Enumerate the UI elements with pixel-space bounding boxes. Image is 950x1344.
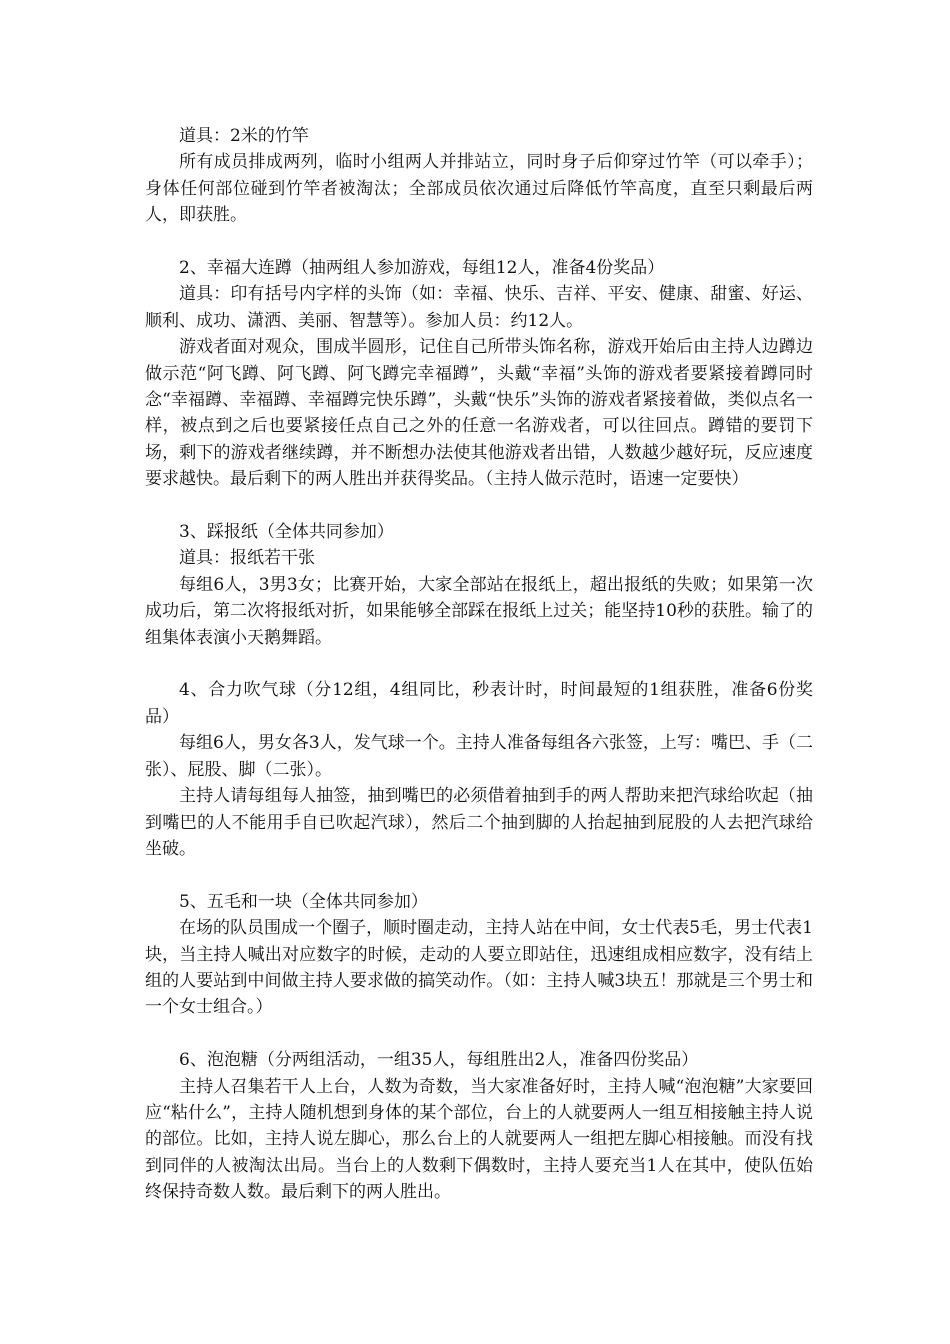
document-body (145, 123, 813, 1206)
section2-body: 游戏者面对观众，围成半圆形，记住自己所带头饰名称，游戏开始后由主持人边蹲边做示范“阿飞蹲、阿飞蹲、阿飞蹲完幸福蹲”，头戴“幸福”头饰的游戏者要紧接着蹲同时念“幸福蹲、幸福蹲、幸福蹲完快乐蹲”，头戴“快乐”头饰的游戏者紧接着做，类似点名一样，被点到之后也要紧接任点自己之外的任意一名游戏者，可以往回点。蹲错的要罚下场，剩下的游戏者继续蹲，并不断想办法使其他游戏者出错，人数越少越好玩，反应速度要求越快。最后剩下的两人胜出并获得奖品。（主持人做示范时，语速一定要快） (145, 337, 813, 490)
section3-title: 3、踩报纸（全体共同参加） (179, 522, 394, 543)
section6-body: 主持人召集若干人上台，人数为奇数，当大家准备好时，主持人喊“泡泡糖”大家要回应“粘什么”，主持人随机想到身体的某个部位，台上的人就要两人一组互相接触主持人说的部位。比如，主持人说左脚心，那么台上的人就要两人一组把左脚心相接触。而没有找到同伴的人被淘汰出局。当台上的人数剩下偶数时，主持人要充当1人在其中，使队伍始终保持奇数人数。最后剩下的两人胜出。 (145, 1076, 813, 1203)
paragraph-gap (145, 493, 813, 519)
section4-title: 4、合力吹气球（分12组，4组同比，秒表计时，时间最短的1组获胜，准备6份奖品） (145, 680, 813, 727)
section3-body: 每组6人，3男3女；比赛开始，大家全部站在报纸上，超出报纸的失败；如果第一次成功后，第二次将报纸对折，如果能够全部踩在报纸上过关；能坚持10秒的获胜。输了的组集体表演小天鹅舞蹈。 (145, 574, 813, 648)
section6-title: 6、泡泡糖（分两组活动，一组35人，每组胜出2人，准备四份奖品） (179, 1050, 699, 1071)
section5-title: 5、五毛和一块（全体共同参加） (179, 891, 428, 912)
section4-body1: 每组6人，男女各3人，发气球一个。主持人准备每组各六张签，上写：嘴巴、手（二张）、屁股、脚（二张）。 (145, 733, 813, 780)
section1-body: 所有成员排成两列，临时小组两人并排站立，同时身子后仰穿过竹竿（可以牵手）；身体任何部位碰到竹竿者被淘汰；全部成员依次通过后降低竹竿高度，直至只剩最后两人，即获胜。 (145, 152, 813, 226)
paragraph-gap (145, 862, 813, 888)
section3-props: 道具：报纸若干张 (179, 548, 315, 569)
paragraph-gap (145, 1021, 813, 1047)
paragraph-gap (145, 651, 813, 677)
section1-props: 道具：2米的竹竿 (179, 126, 309, 146)
paragraph-gap (145, 229, 813, 255)
section4-body2: 主持人请每组每人抽签，抽到嘴巴的必须借着抽到手的两人帮助来把汽球给吹起（抽到嘴巴的人不能用手自已吹起汽球），然后二个抽到脚的人抬起抽到屁股的人去把汽球给坐破。 (145, 786, 813, 859)
section5-body: 在场的队员围成一个圈子，顺时圈走动，主持人站在中间，女士代表5毛，男士代表1块，当主持人喊出对应数字的时候，走动的人要立即站住，迅速组成相应数字，没有结上组的人要站到中间做主持人要求做的搞笑动作。（如：主持人喊3块五！那就是三个男士和一个女士组合。） (145, 918, 813, 1018)
section2-props: 道具：印有括号内字样的头饰（如：幸福、快乐、吉祥、平安、健康、甜蜜、好运、顺利、成功、潇洒、美丽、智慧等）。参加人员：约12人。 (145, 284, 813, 331)
section2-title: 2、幸福大连蹲（抽两组人参加游戏，每组12人，准备4份奖品） (179, 258, 665, 279)
